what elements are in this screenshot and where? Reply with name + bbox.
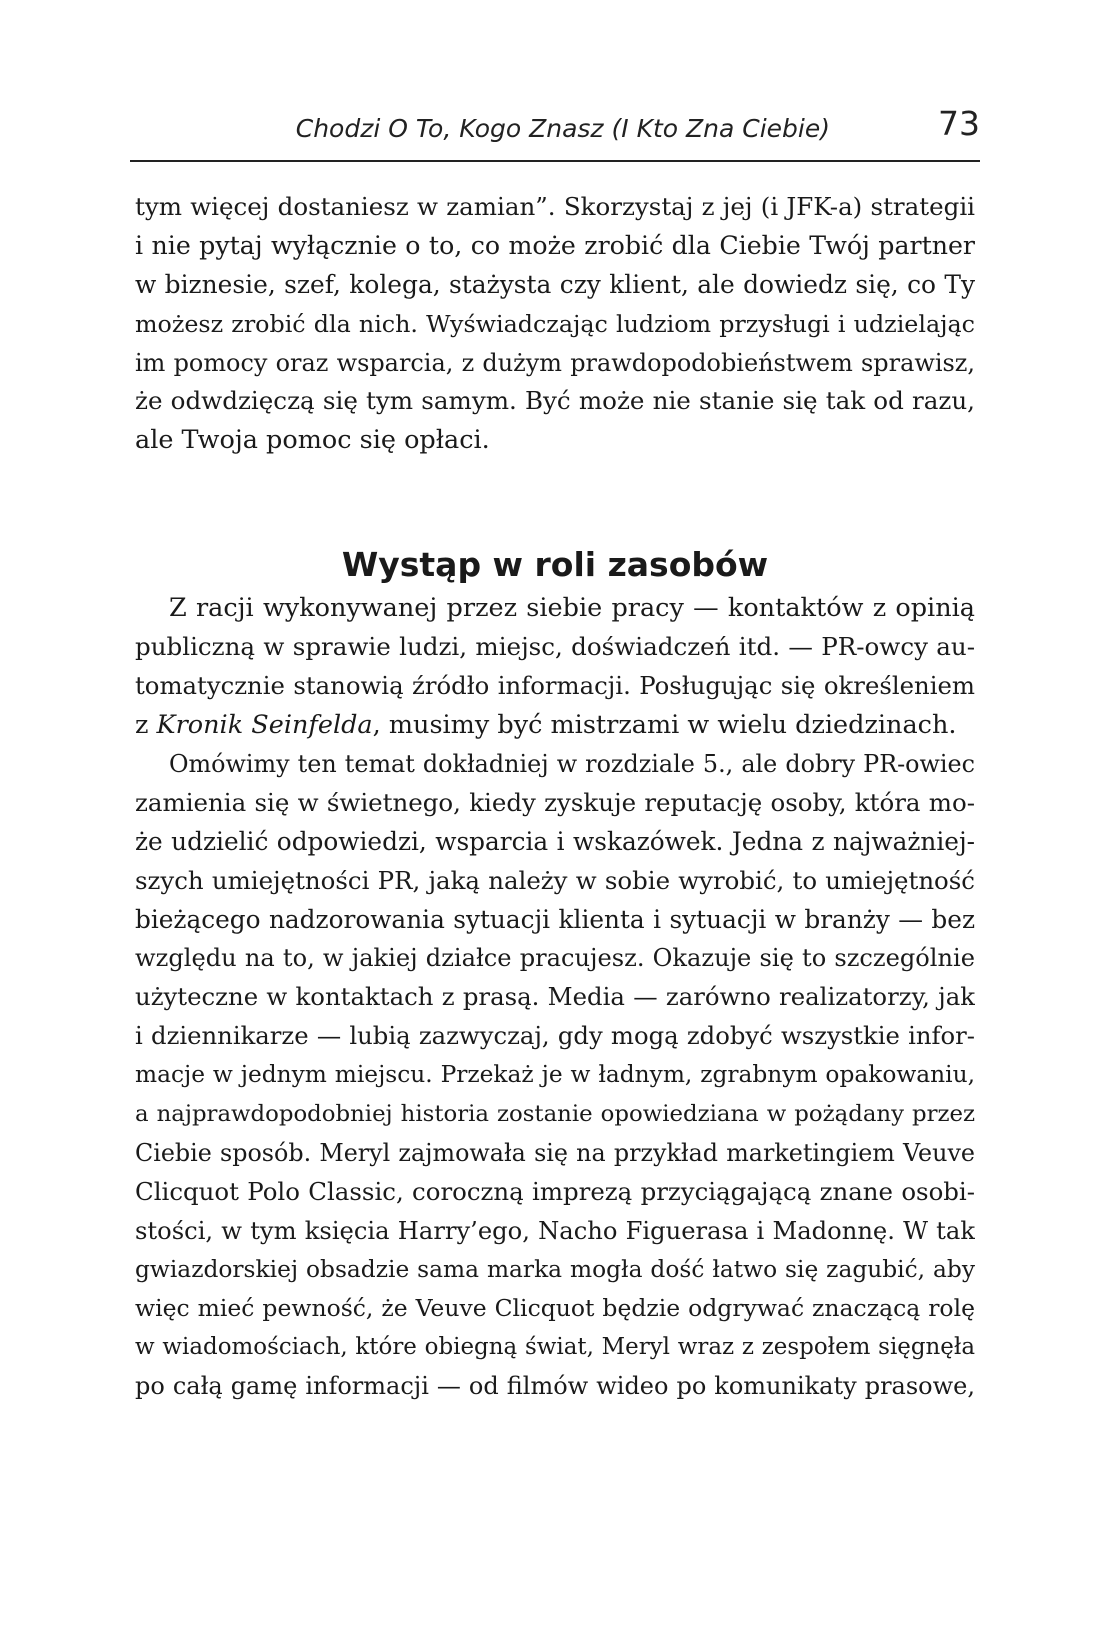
text-line: szych umiejętności PR, jaką należy w sobie wyrobić, to umiejętność <box>135 865 975 895</box>
text-line: w biznesie, szef, kolega, stażysta czy klient, ale dowiedz się, co Ty <box>135 269 975 299</box>
text-line: Ciebie sposób. Meryl zajmowała się na przykład marketingiem Veuve <box>135 1138 975 1167</box>
text-line: w wiadomościach, które obiegną świat, Meryl wraz z zespołem sięgnęła <box>135 1334 975 1361</box>
running-title: Chodzi O To, Kogo Znasz (I Kto Zna Ciebie) <box>295 114 830 143</box>
text-line: publiczną w sprawie ludzi, miejsc, doświadczeń itd. — PR-owcy au- <box>135 631 975 661</box>
paragraph-intro <box>135 589 975 745</box>
text-line: im pomocy oraz wsparcia, z dużym prawdopodobieństwem sprawisz, <box>135 348 975 377</box>
text-line: że odwdzięczą się tym samym. Być może nie stanie się tak od razu, <box>135 386 975 416</box>
text-line: względu na to, w jakiej działce pracujesz. Okazuje się to szczególnie <box>135 944 975 973</box>
text-line: a najprawdopodobniej historia zostanie opowiedziana w pożądany przez <box>135 1101 975 1128</box>
text-line: ale Twoja pomoc się opłaci. <box>135 425 490 456</box>
text-line: gwiazdorskiej obsadzie sama marka mogła dość łatwo się zagubić, aby <box>135 1255 975 1283</box>
text-line: tomatycznie stanowią źródło informacji. Posługując się określeniem <box>135 670 975 700</box>
text-line: Z racji wykonywanej przez siebie pracy — kontaktów z opinią <box>169 593 975 623</box>
paragraph-continued <box>135 188 975 460</box>
text-line: tym więcej dostaniesz w zamian”. Skorzystaj z jej (i JFK-a) strategii <box>135 192 975 221</box>
book-title-italic: Kronik Seinfelda <box>156 709 373 740</box>
text-line-with-title <box>135 706 975 745</box>
text-line: bieżącego nadzorowania sytuacji klienta i sytuacji w branży — bez <box>135 904 975 934</box>
text-line: i nie pytaj wyłącznie o to, co może zrobić dla Ciebie Twój partner <box>135 230 975 260</box>
running-header <box>130 100 980 162</box>
text-line: możesz zrobić dla nich. Wyświadczając ludziom przysługi i udzielając <box>135 309 975 338</box>
text-line: że udzielić odpowiedzi, wsparcia i wskazówek. Jedna z najważniej- <box>135 826 975 856</box>
text-line: zamienia się w świetnego, kiedy zyskuje reputację osoby, która mo- <box>135 787 975 817</box>
text-line: po całą gamę informacji — od filmów wideo po komunikaty prasowe, <box>135 1372 975 1401</box>
paragraph-main <box>135 745 975 1406</box>
text-line: stości, w tym księcia Harry’ego, Nacho Figuerasa i Madonnę. W tak <box>135 1216 975 1245</box>
text-run: , musimy być mistrzami w wielu dziedzinach. <box>372 709 957 740</box>
section-heading: Wystąp w roli zasobów <box>341 545 769 584</box>
text-run: z <box>135 709 157 740</box>
page-number: 73 <box>938 104 980 143</box>
text-line: więc mieć pewność, że Veuve Clicquot będzie odgrywać znaczącą rolę <box>135 1294 975 1323</box>
text-line: macje w jednym miejscu. Przekaż je w ładnym, zgrabnym opakowaniu, <box>135 1061 975 1089</box>
text-line: Clicquot Polo Classic, coroczną imprezą przyciągającą znane osobi- <box>135 1176 975 1206</box>
text-line: Omówimy ten temat dokładniej w rozdziale 5., ale dobry PR-owiec <box>169 750 975 778</box>
text-line: użyteczne w kontaktach z prasą. Media — zarówno realizatorzy, jak <box>135 982 975 1012</box>
text-line: i dziennikarze — lubią zazwyczaj, gdy mogą zdobyć wszystkie infor- <box>135 1021 975 1051</box>
